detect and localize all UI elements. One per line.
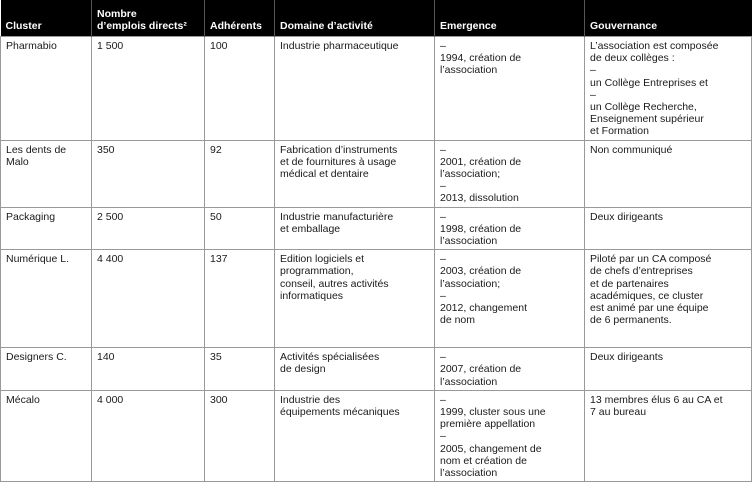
- emergence-line: 2001, création de: [440, 155, 522, 168]
- emergence-item: [440, 211, 579, 248]
- cell-gouvernance: [585, 37, 752, 141]
- cell-domaine: [275, 140, 435, 207]
- cell-emplois: 350: [92, 140, 205, 207]
- cell-emergence: [435, 37, 585, 141]
- cell-emergence: [435, 207, 585, 250]
- dash-marker: –: [440, 430, 446, 443]
- emergence-line: l’association: [440, 375, 498, 388]
- cell-emplois: 2 500: [92, 207, 205, 250]
- cell-cluster: [1, 250, 92, 348]
- cell-emergence: [435, 348, 585, 391]
- gouvernance-line: 13 membres élus 6 au CA et: [590, 393, 723, 406]
- cell-emergence: [435, 390, 585, 481]
- cell-cluster: [1, 207, 92, 250]
- domaine-line: programmation,: [280, 265, 354, 278]
- emergence-line: de nom: [440, 314, 476, 327]
- gouvernance-item-line: Enseignement supérieur: [590, 113, 704, 126]
- cell-adherents: 92: [205, 140, 275, 207]
- cell-cluster: [1, 37, 92, 141]
- domaine-line: informatiques: [280, 289, 344, 302]
- emergence-item: [440, 290, 579, 327]
- emergence-line: 2012, changement: [440, 302, 527, 315]
- emergence-item: [440, 180, 579, 204]
- gouvernance-line: Piloté par un CA composé: [590, 253, 712, 266]
- header-cluster: Cluster: [1, 0, 92, 37]
- cell-adherents: 35: [205, 348, 275, 391]
- gouvernance-item-line: un Collège Entreprises et: [590, 76, 708, 89]
- emergence-item: [440, 430, 579, 479]
- domaine-line: Industrie des: [280, 393, 341, 406]
- gouvernance-line: et de partenaires: [590, 277, 669, 290]
- cell-cluster: [1, 348, 92, 391]
- domaine-line: Industrie pharmaceutique: [280, 40, 399, 52]
- cell-gouvernance: [585, 140, 752, 207]
- emergence-line: l’association;: [440, 168, 501, 181]
- dash-marker: –: [440, 253, 446, 266]
- domaine-line: équipements mécaniques: [280, 406, 400, 419]
- cell-adherents: 137: [205, 250, 275, 348]
- gouvernance-item-line: un Collège Recherche,: [590, 101, 697, 114]
- emergence-item: [440, 40, 579, 77]
- cell-domaine: [275, 390, 435, 481]
- table-row: [1, 140, 752, 207]
- emergence-line: l’association: [440, 467, 498, 480]
- emergence-line: nom et création de: [440, 454, 527, 467]
- cell-gouvernance: [585, 390, 752, 481]
- header-emergence: Emergence: [435, 0, 585, 37]
- cell-cluster: [1, 140, 92, 207]
- header-emplois: [92, 0, 205, 37]
- cluster-name-line: Les dents de: [6, 143, 67, 156]
- emergence-line: 2005, changement de: [440, 442, 542, 455]
- emergence-line: 1998, création de: [440, 222, 522, 235]
- emergence-line: 2003, création de: [440, 265, 522, 278]
- cell-adherents: 100: [205, 37, 275, 141]
- emergence-line: l’association;: [440, 277, 501, 290]
- emergence-item: [440, 144, 579, 181]
- gouvernance-line: 7 au bureau: [590, 406, 647, 419]
- domaine-line: et emballage: [280, 222, 341, 235]
- domaine-line: Edition logiciels et: [280, 253, 365, 266]
- emergence-item: [440, 253, 579, 290]
- gouvernance-line: est animé par une équipe: [590, 302, 709, 315]
- gouvernance-line: L’association est composée: [590, 40, 719, 52]
- dash-marker: –: [590, 64, 596, 77]
- cluster-name-line: Pharmabio: [6, 40, 57, 52]
- emergence-item: [440, 394, 579, 431]
- dash-marker: –: [440, 393, 446, 406]
- cell-gouvernance: [585, 348, 752, 391]
- emergence-item: [440, 351, 579, 388]
- header-emplois-line: d’emplois directs²: [97, 20, 187, 32]
- domaine-line: conseil, autres activités: [280, 277, 389, 290]
- header-adherents: Adhérents: [205, 0, 275, 37]
- cell-gouvernance: [585, 207, 752, 250]
- cell-emplois: 140: [92, 348, 205, 391]
- table-row: [1, 250, 752, 348]
- domaine-line: Fabrication d’instruments: [280, 143, 398, 156]
- emergence-line: 1999, cluster sous une: [440, 406, 546, 419]
- cell-domaine: [275, 348, 435, 391]
- dash-marker: –: [440, 143, 446, 156]
- gouvernance-line: Deux dirigeants: [590, 210, 663, 223]
- dash-marker: –: [440, 289, 446, 302]
- cluster-name-line: Mécalo: [6, 393, 40, 406]
- table-row: [1, 390, 752, 481]
- cell-domaine: [275, 250, 435, 348]
- cell-emplois: 4 000: [92, 390, 205, 481]
- emergence-line: 1994, création de: [440, 52, 522, 65]
- cluster-name-line: Malo: [6, 155, 29, 168]
- cell-emergence: [435, 250, 585, 348]
- cell-emplois: 1 500: [92, 37, 205, 141]
- gouvernance-line: Deux dirigeants: [590, 351, 663, 364]
- emergence-line: première appellation: [440, 418, 536, 431]
- cluster-name-line: Designers C.: [6, 351, 67, 364]
- table-row: [1, 207, 752, 250]
- dash-marker: –: [440, 180, 446, 193]
- domaine-line: médical et dentaire: [280, 168, 369, 181]
- header-domaine: Domaine d’activité: [275, 0, 435, 37]
- gouvernance-item: [590, 64, 746, 88]
- emergence-line: l’association: [440, 64, 498, 77]
- cell-emergence: [435, 140, 585, 207]
- cell-cluster: [1, 390, 92, 481]
- cluster-name-line: Numérique L.: [6, 253, 70, 266]
- gouvernance-item: [590, 89, 746, 138]
- emergence-line: l’association: [440, 235, 498, 248]
- emergence-line: 2007, création de: [440, 363, 522, 376]
- gouvernance-line: Non communiqué: [590, 143, 673, 156]
- emergence-line: 2013, dissolution: [440, 192, 519, 205]
- table-row: [1, 37, 752, 141]
- cluster-name-line: Packaging: [6, 210, 56, 223]
- cell-emplois: 4 400: [92, 250, 205, 348]
- table-body: [1, 37, 752, 482]
- cell-adherents: 300: [205, 390, 275, 481]
- dash-marker: –: [440, 210, 446, 223]
- header-row: [1, 0, 752, 37]
- domaine-line: Activités spécialisées: [280, 351, 380, 364]
- cell-domaine: [275, 207, 435, 250]
- domaine-line: Industrie manufacturière: [280, 210, 394, 223]
- gouvernance-line: académiques, ce cluster: [590, 289, 704, 302]
- domaine-line: de design: [280, 363, 326, 376]
- dash-marker: –: [440, 351, 446, 364]
- dash-marker: –: [590, 88, 596, 101]
- header-gouvernance: Gouvernance: [585, 0, 752, 37]
- gouvernance-line: de 6 permanents.: [590, 314, 672, 327]
- cell-gouvernance: [585, 250, 752, 348]
- header-emplois-line: Nombre: [97, 8, 137, 20]
- domaine-line: et de fournitures à usage: [280, 155, 397, 168]
- gouvernance-line: de deux collèges :: [590, 52, 675, 65]
- table-row: [1, 348, 752, 391]
- gouvernance-item-line: et Formation: [590, 125, 649, 138]
- dash-marker: –: [440, 40, 446, 52]
- cell-domaine: [275, 37, 435, 141]
- gouvernance-line: de chefs d’entreprises: [590, 265, 693, 278]
- cell-adherents: 50: [205, 207, 275, 250]
